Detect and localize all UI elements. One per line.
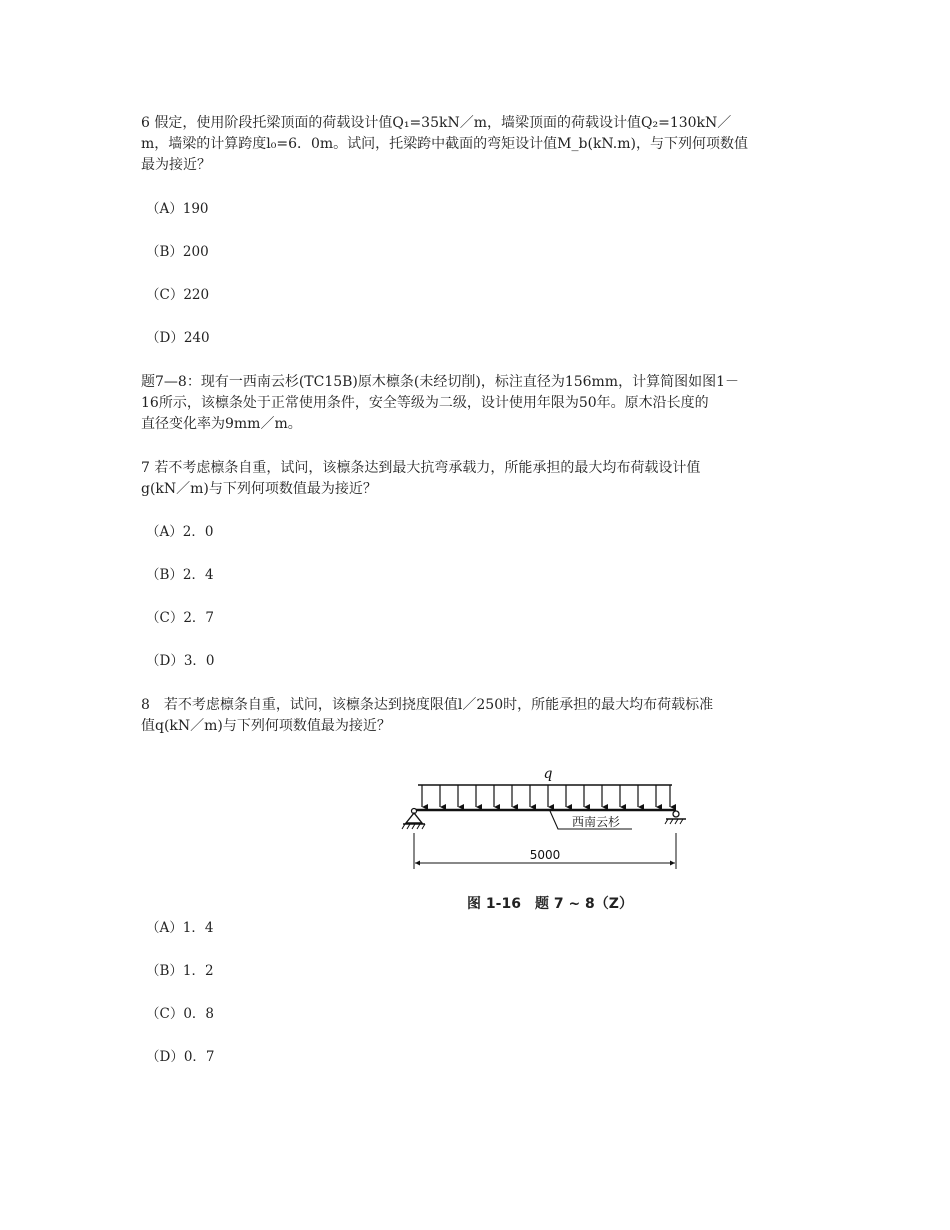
figure-caption: 图 1-16 题 7 ~ 8（Z） (467, 896, 633, 912)
span-label: 5000 (529, 848, 561, 862)
material-label: 西南云杉 (571, 815, 621, 829)
q7-option-a: （A）2．0 (146, 524, 214, 540)
q6-option-a: （A）190 (146, 201, 209, 217)
q6-option-d: （D）240 (146, 330, 210, 346)
intro78-text-line-2: 16所示，该檩条处于正常使用条件，安全等级为二级，设计使用年限为50年。原木沿长度的 (141, 395, 709, 411)
q8-option-b: （B）1．2 (146, 963, 214, 979)
q8-option-d: （D）0．7 (146, 1049, 215, 1065)
q6-option-c: （C）220 (146, 287, 210, 303)
q8-text-line-1: 8 若不考虑檩条自重，试问，该檩条达到挠度限值l／250时，所能承担的最大均布荷载标准 (141, 697, 714, 713)
q7-option-b: （B）2．4 (146, 567, 214, 583)
q7-text-line-2: g(kN／m)与下列何项数值最为接近？ (141, 481, 377, 497)
beam-figure (400, 763, 700, 919)
q6-option-b: （B）200 (146, 244, 209, 260)
q6-text-line-1: 6 假定，使用阶段托梁顶面的荷载设计值Q₁=35kN／m，墙梁顶面的荷载设计值Q₂=130kN／ (141, 115, 732, 131)
intro78-text-line-3: 直径变化率为9mm／m。 (141, 416, 302, 432)
beam-diagram (400, 763, 700, 888)
q8-text-line-2: 值q(kN／m)与下列何项数值最为接近？ (141, 718, 391, 734)
left-pin-support (402, 809, 425, 830)
q6-text-line-3: 最为接近？ (141, 157, 211, 173)
q7-text-line-1: 7 若不考虑檩条自重，试问，该檩条达到最大抗弯承载力，所能承担的最大均布荷载设计值 (141, 460, 701, 476)
q8-option-a: （A）1．4 (146, 920, 214, 936)
load-arrows (422, 785, 670, 807)
q7-option-c: （C）2．7 (146, 610, 215, 626)
right-roller-support (665, 811, 686, 824)
intro78-text-line-1: 题7—8：现有一西南云杉(TC15B)原木檩条(未经切削)，标注直径为156mm，计算简图如图1－ (141, 374, 739, 390)
q6-text-line-2: m，墙梁的计算跨度l₀=6．0m。试问，托梁跨中截面的弯矩设计值M_b(kN.m)，与下列何项数值 (141, 136, 748, 152)
load-label: q (543, 766, 553, 782)
q8-option-c: （C）0．8 (146, 1006, 215, 1022)
q7-option-d: （D）3．0 (146, 653, 215, 669)
